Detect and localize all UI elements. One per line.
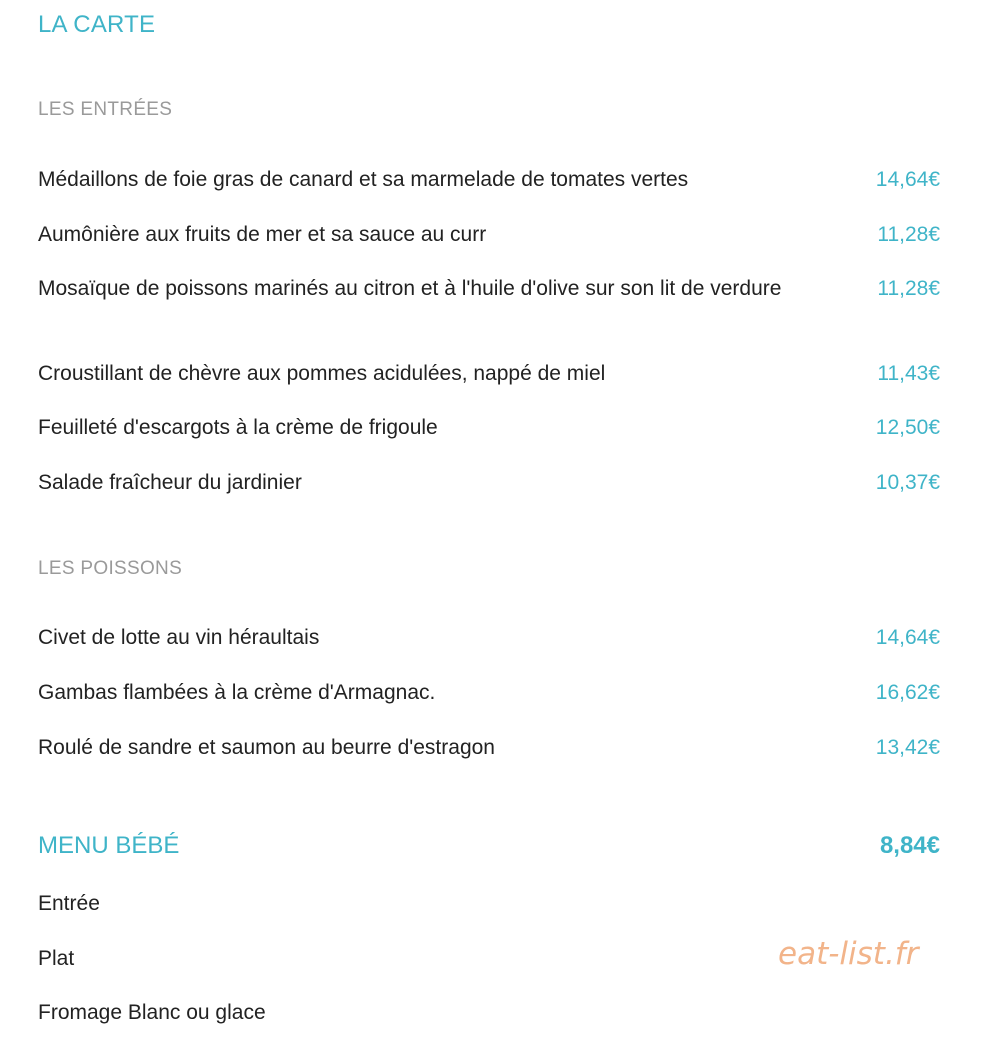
- menu-bebe-header: [38, 832, 940, 860]
- menu-row: [38, 733, 940, 763]
- page-title: LA CARTE: [38, 11, 156, 38]
- dish-name: Feuilleté d'escargots à la crème de frigoule: [38, 416, 438, 439]
- dish-name: Mosaïque de poissons marinés au citron et à l'huile d'olive sur son lit de verdure: [38, 277, 782, 300]
- menu-row: [38, 165, 940, 195]
- dish-price: 16,62€: [875, 681, 940, 704]
- menu-bebe-item: Plat: [38, 947, 75, 970]
- menu-row: [38, 623, 940, 653]
- dish-price: 14,64€: [875, 168, 940, 191]
- dish-price: 11,28€: [877, 223, 940, 246]
- dish-price: 11,28€: [877, 277, 940, 300]
- menu-row: [38, 678, 940, 708]
- section-title-poissons: LES POISSONS: [38, 558, 183, 579]
- menu-bebe-title: MENU BÉBÉ: [38, 832, 180, 859]
- menu-row: [38, 413, 940, 443]
- dish-name: Civet de lotte au vin héraultais: [38, 626, 320, 649]
- menu-bebe-price: 8,84€: [879, 832, 940, 859]
- menu-bebe-item: Fromage Blanc ou glace: [38, 1001, 266, 1024]
- menu-row: [38, 220, 940, 250]
- dish-name: Salade fraîcheur du jardinier: [38, 471, 302, 494]
- dish-name: Roulé de sandre et saumon au beurre d'estragon: [38, 736, 495, 759]
- dish-price: 11,43€: [877, 362, 940, 385]
- menu-bebe-item: Entrée: [38, 892, 100, 915]
- dish-price: 13,42€: [875, 736, 940, 759]
- menu-row: [38, 274, 940, 304]
- dish-name: Croustillant de chèvre aux pommes acidulées, nappé de miel: [38, 362, 606, 385]
- menu-row: [38, 359, 940, 389]
- dish-price: 12,50€: [875, 416, 940, 439]
- dish-price: 14,64€: [875, 626, 940, 649]
- dish-name: Médaillons de foie gras de canard et sa marmelade de tomates vertes: [38, 168, 689, 191]
- dish-name: Gambas flambées à la crème d'Armagnac.: [38, 681, 436, 704]
- dish-price: 10,37€: [875, 471, 940, 494]
- menu-row: [38, 468, 940, 498]
- section-title-entrees: LES ENTRÉES: [38, 99, 173, 120]
- watermark-text: eat-list.fr: [778, 936, 919, 972]
- dish-name: Aumônière aux fruits de mer et sa sauce au curr: [38, 223, 487, 246]
